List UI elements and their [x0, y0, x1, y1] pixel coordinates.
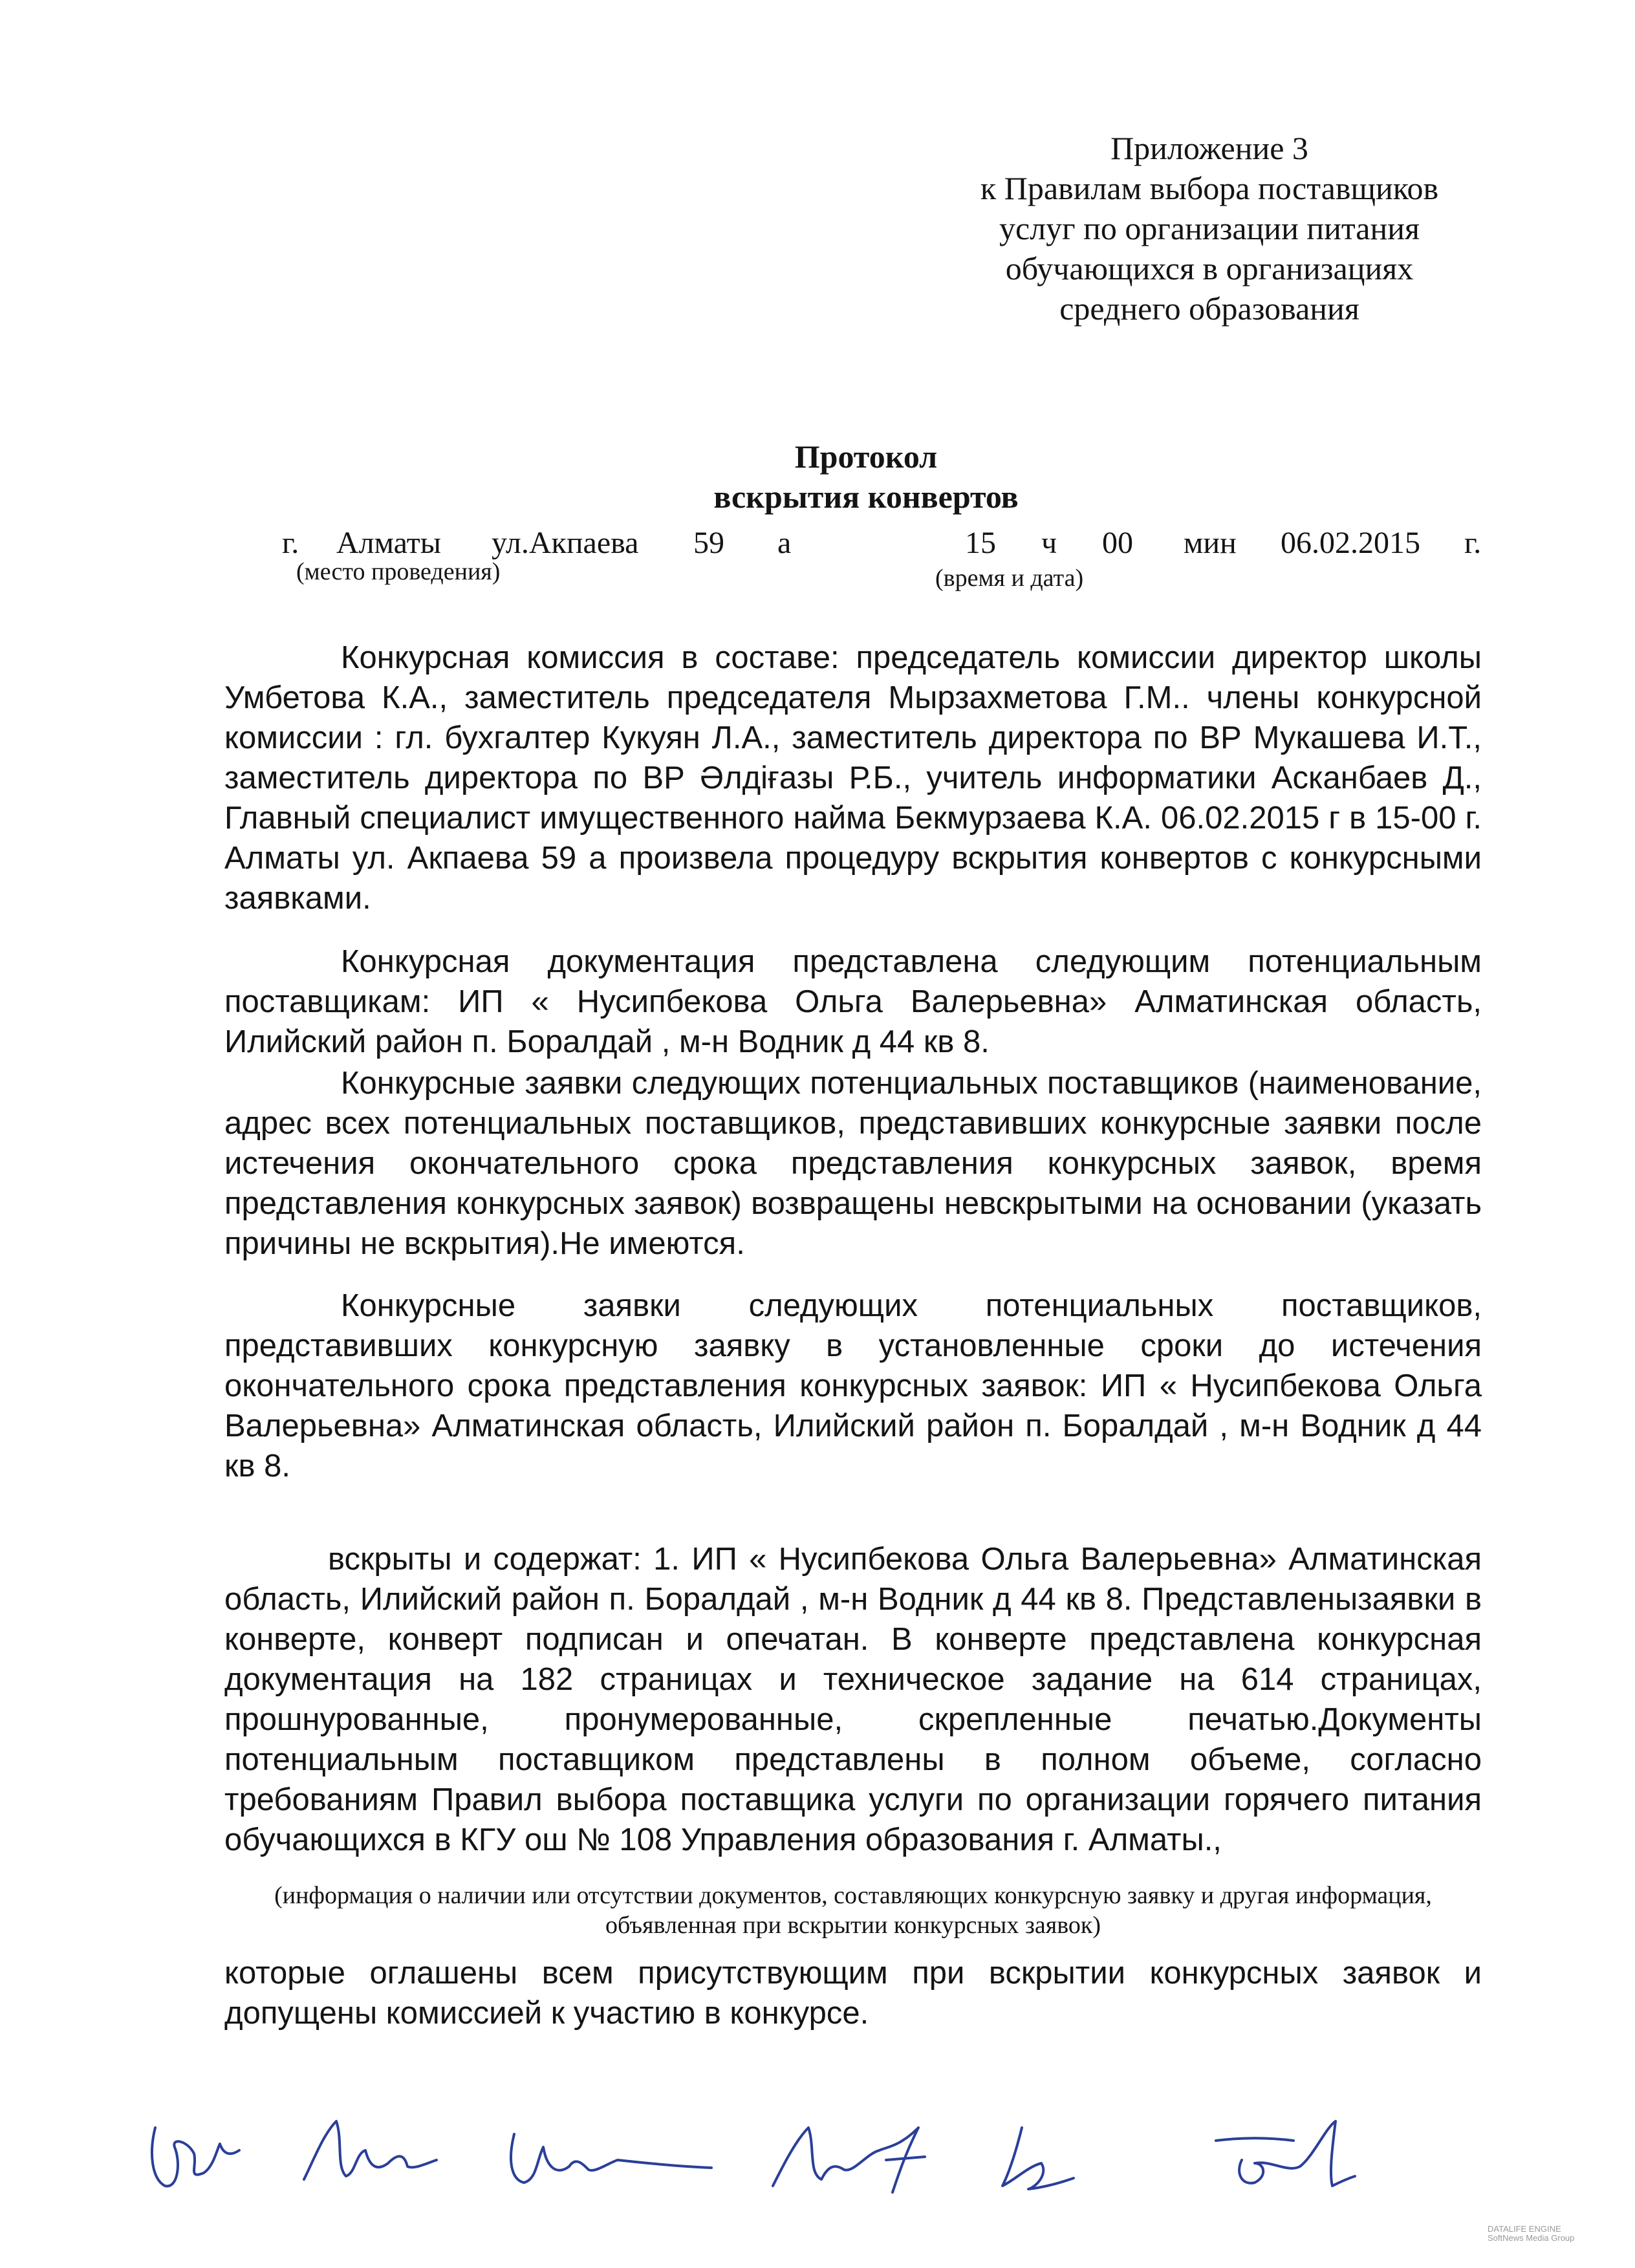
paragraph-text: Конкурсная документация представлена следующим потенциальным поставщикам: ИП « Нусипбекова Ольга Валерьевна» Алматинская область, Илийский район п. Боралдай , м-н Водник д 44 кв 8.: [224, 944, 1482, 1059]
signature-6: [1216, 2121, 1355, 2186]
paragraph-commission: [224, 638, 1482, 918]
header-line: обучающихся в организациях: [1005, 250, 1414, 286]
place-letter: а: [777, 526, 792, 560]
paragraph-text: которые оглашены всем присутствующим при вскрытии конкурсных заявок и допущены комиссией к участию в конкурсе.: [224, 1956, 1482, 2031]
paragraph-documentation: [224, 942, 1482, 1062]
signature-5: [1002, 2128, 1074, 2189]
appendix-header: [918, 128, 1500, 329]
document-subtitle: вскрытия конвертов: [713, 479, 1019, 515]
signature-3: [511, 2134, 711, 2183]
date-unit: г.: [1464, 526, 1482, 560]
time-caption: (время и дата): [935, 565, 1084, 592]
signatures: [142, 2102, 1371, 2205]
paragraph-announced: [224, 1953, 1482, 2033]
paragraph-returned-bids: [224, 1063, 1482, 1264]
time-minutes: 00: [1102, 526, 1133, 560]
time-hour: 15: [965, 526, 996, 560]
paragraph-opened-contents: [224, 1539, 1482, 1860]
place-street: ул.Акпаева: [492, 526, 639, 560]
date: 06.02.2015: [1281, 526, 1420, 560]
header-line: среднего образования: [1059, 290, 1359, 327]
place-g: г.: [282, 526, 299, 560]
signature-2: [304, 2121, 437, 2179]
watermark-line: DATALIFE ENGINE: [1488, 2224, 1561, 2234]
header-line: Приложение 3: [1110, 130, 1308, 166]
paragraph-text: Конкурсная комиссия в составе: председатель комиссии директор школы Умбетова К.А., заместитель председателя Мырзахметова Г.М.. члены конкурсной комиссии : гл. бухгалтер Кукуян Л.А., заместитель директора по ВР Мукашева И.Т., заместитель директора по ВР Әлдіғазы Р.Б., учитель информатики Асканбаев Д., Главный специалист имущественного найма Бекмурзаева К.А. 06.02.2015 г в 15-00 г. Алматы ул. Акпаева 59 а произвела процедуру вскрытия конвертов с конкурсными заявками.: [224, 640, 1482, 916]
time-hour-unit: ч: [1041, 526, 1057, 560]
info-caption: (информация о наличии или отсутствии документов, составляющих конкурсную заявку и другая информация, объявленная при вскрытии конкурсных заявок): [274, 1882, 1432, 1939]
paragraph-text: вскрыты и содержат: 1. ИП « Нусипбекова Ольга Валерьевна» Алматинская область, Илийский район п. Боралдай , м-н Водник д 44 кв 8. Представленызаявки в конверте, конверт подписан и опечатан. В конверте представлена конкурсная документация на 182 страницах и техническое задание на 614 страницах, прошнурованные, пронумерованные, скрепленные печатью.Документы потенциальным поставщиком представлены в полном объеме, согласно требованиям Правил выбора поставщика услуги по организации горячего питания обучающихся в КГУ ош № 108 Управления образования г. Алматы.,: [224, 1542, 1482, 1857]
signature-4: [773, 2128, 925, 2192]
signature-1: [152, 2128, 239, 2186]
header-line: к Правилам выбора поставщиков: [980, 170, 1439, 206]
watermark: [1488, 2225, 1617, 2257]
time-minutes-unit: мин: [1184, 526, 1237, 560]
document-title: Протокол: [794, 438, 938, 475]
place-city: Алматы: [336, 526, 441, 560]
place-caption: (место проведения): [296, 558, 501, 585]
paragraph-text: Конкурсные заявки следующих потенциальных поставщиков (наименование, адрес всех потенциальных поставщиков, представивших конкурсные заявки после истечения окончательного срока представления конкурсных заявок, время представления конкурсных заявок) возвращены невскрытыми на основании (указать причины не вскрытия).Не имеются.: [224, 1066, 1482, 1261]
header-line: услуг по организации питания: [999, 210, 1420, 246]
place-number: 59: [693, 526, 724, 560]
watermark-line: SoftNews Media Group: [1488, 2233, 1575, 2243]
paragraph-submitted-bids: [224, 1286, 1482, 1486]
paragraph-text: Конкурсные заявки следующих потенциальных поставщиков, представивших конкурсную заявку в установленные сроки до истечения окончательного срока представления конкурсных заявок: ИП « Нусипбекова Ольга Валерьевна» Алматинская область, Илийский район п. Боралдай , м-н Водник д 44 кв 8.: [224, 1288, 1482, 1484]
